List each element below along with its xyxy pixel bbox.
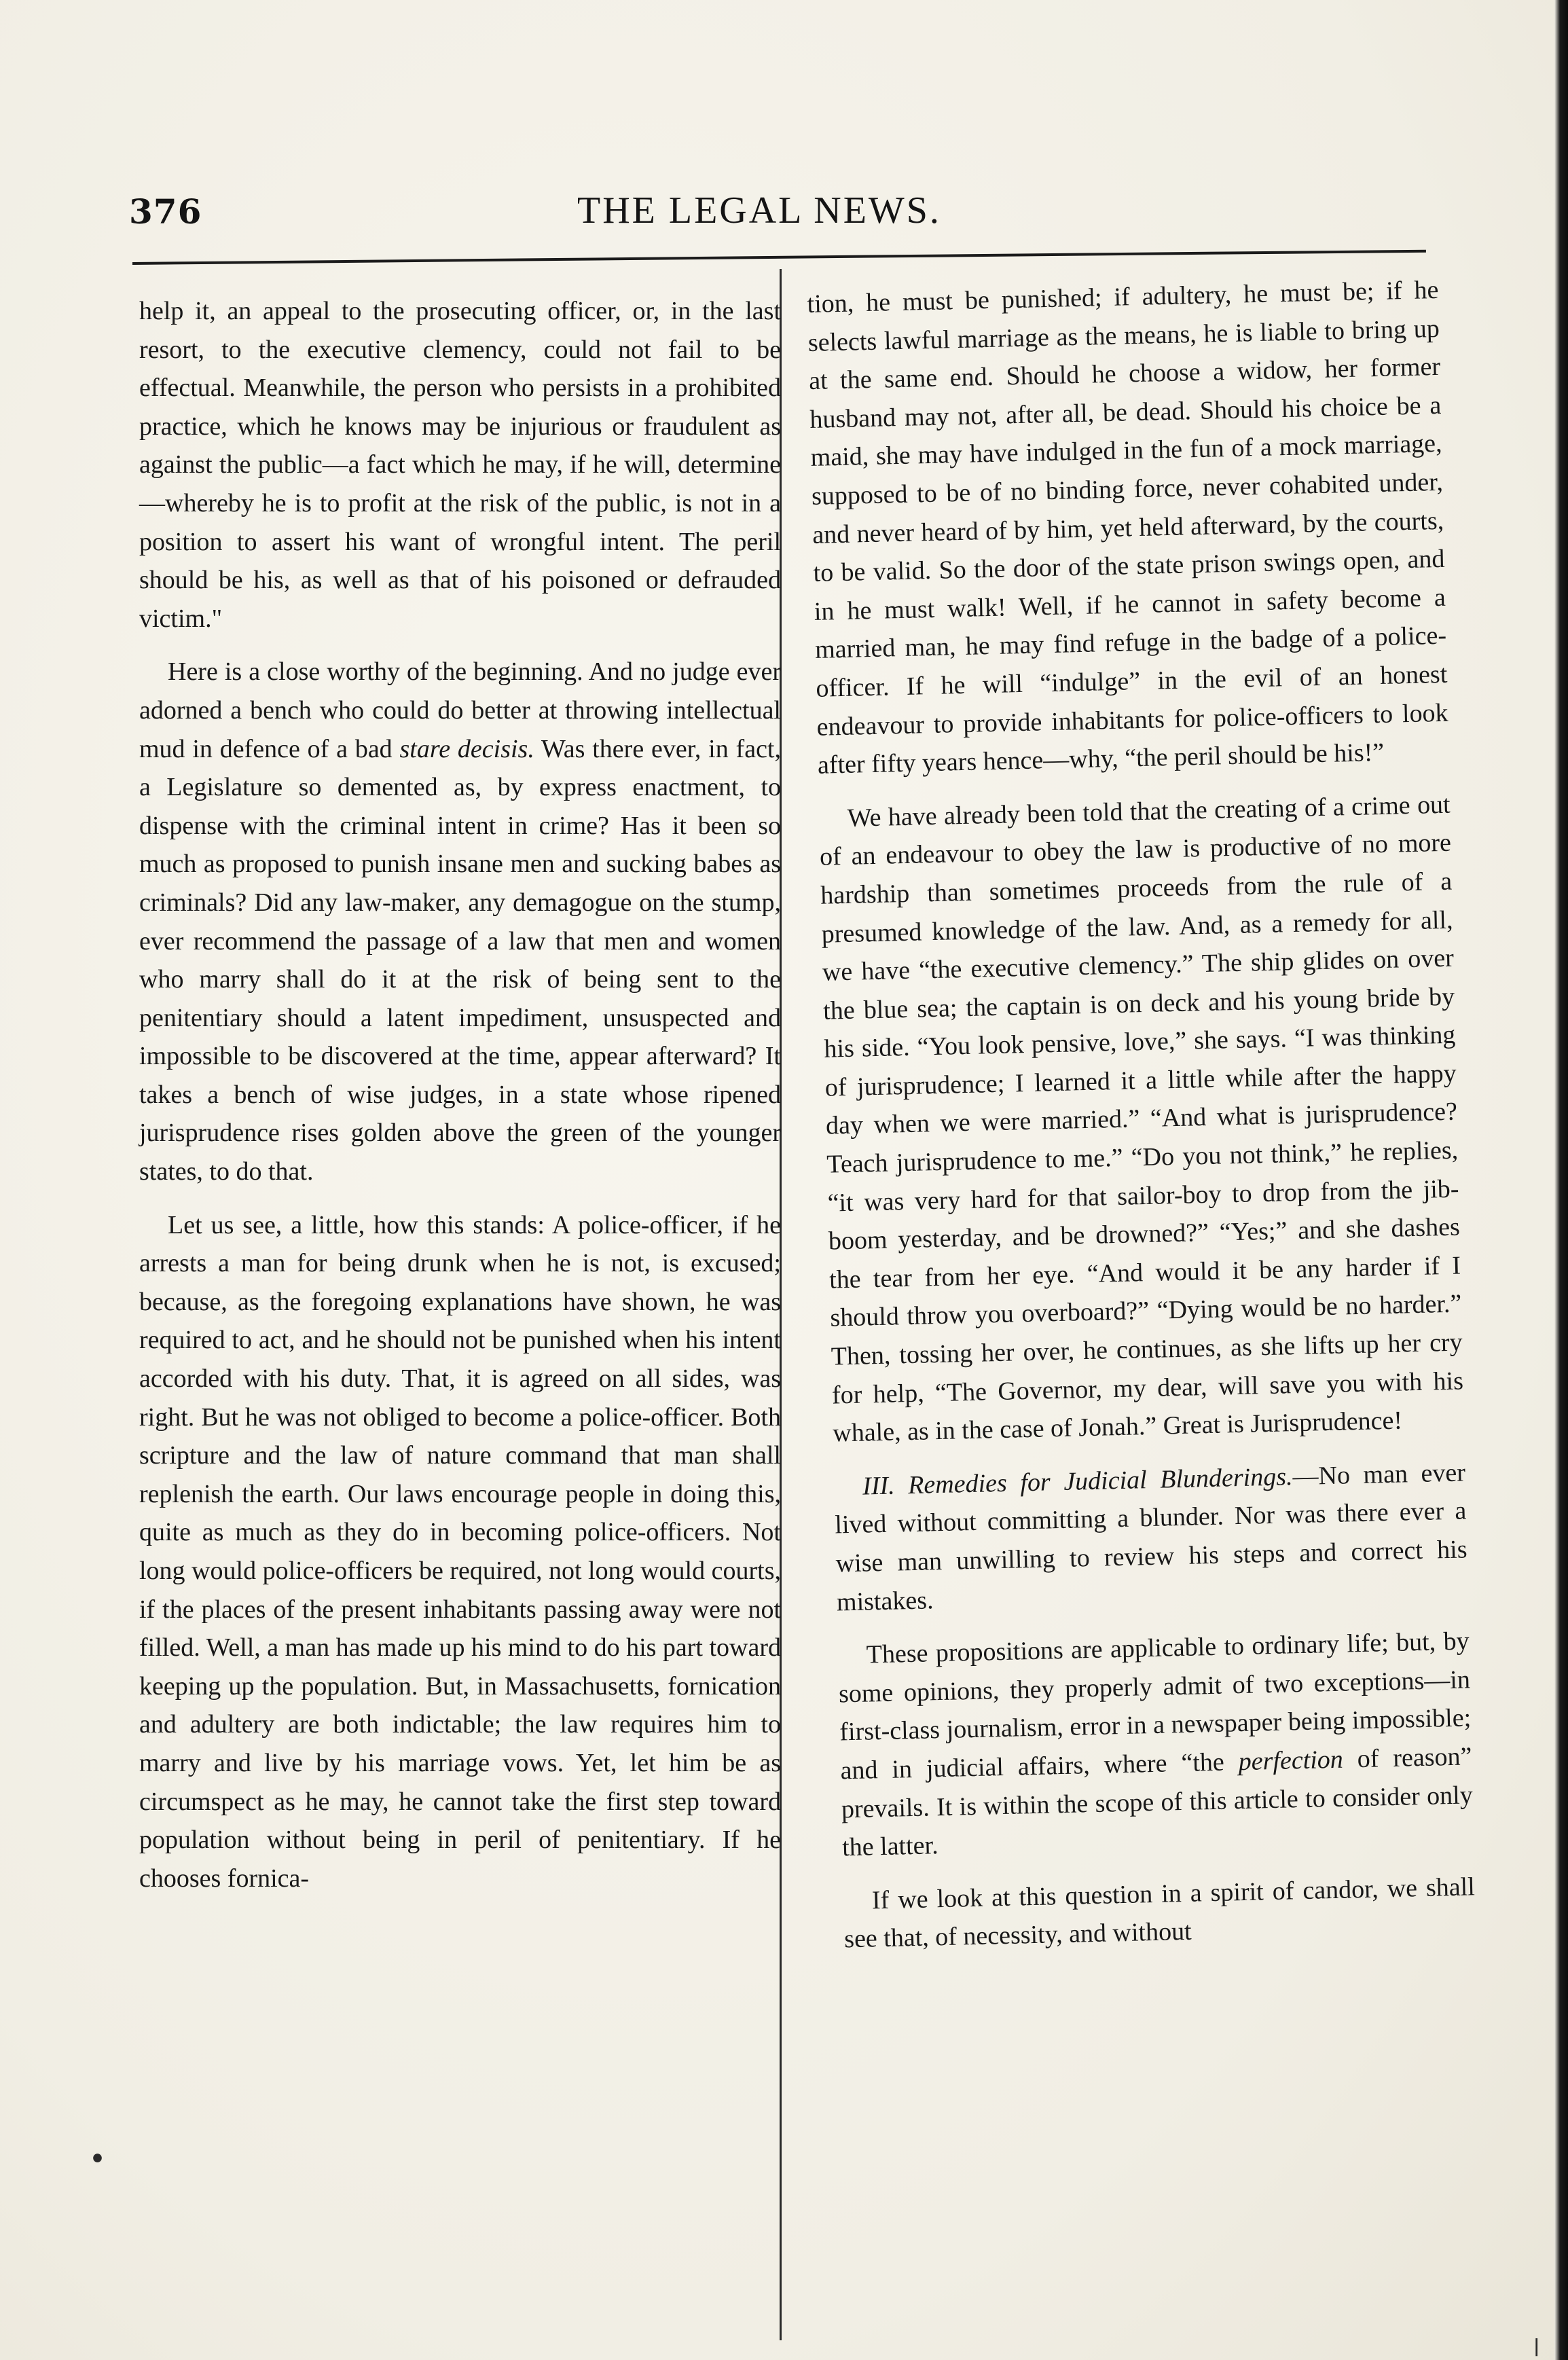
right-paragraph-4 xyxy=(837,1622,1474,1868)
right-paragraph-4-text-a: These propositions are applicable to ordinary life; but, by some opinions, they properly admit of two exceptions—in first-class journalism, error in a newspaper being impossible; and in judicial affairs, where “the xyxy=(838,1627,1472,1785)
left-paragraph-2-text-a: Here is a close worthy of the beginning. And no judge ever adorned a bench who could do better at throwing intellectual mud in defence of a bad xyxy=(139,657,781,763)
right-paragraph-1: tion, he must be punished; if adultery, he must be; if he selects lawful marriage as the means, he is liable to bring up at the same end. Should he choose a widow, her former husband may not, after all, be dead. Should his choice be a maid, she may have indulged in the fun of a mock marriage, supposed to be of no binding force, never cohabited under, and never heard of by him, yet held afterward, by the courts, to be valid. So the door of the state prison swings open, and in he must walk! Well, if he cannot in safety become a married man, he may find refuge in the badge of a police-officer. If he will “indulge” in the evil of an honest endeavour to provide inhabitants for police-officers to look after fifty years hence—why, “the peril should be his!” xyxy=(807,275,1448,780)
left-paragraph-2-italic: stare decisis. xyxy=(399,734,534,763)
journal-title: THE LEGAL NEWS. xyxy=(577,189,941,232)
section-heading: III. Remedies for Judicial Blunderings. xyxy=(862,1462,1293,1501)
left-paragraph-1: help it, an appeal to the prosecuting officer, or, in the last resort, to the executive clemency, could not fail to be effectual. Meanwhile, the person who persists in a prohibited practice, which he knows may be injurious or fraudulent as against the public—a fact which he may, if he will, determine—whereby he is to profit at the risk of the public, is not in a position to assert his want of wrongful intent. The peril should be his, as well as that of his poisoned or defrauded victim." xyxy=(139,297,781,633)
page-number: 376 xyxy=(129,192,202,232)
right-paragraph-4-text-b: of reason” prevails. It is within the scope of this article to consider only the latter. xyxy=(841,1742,1474,1862)
left-paragraph-3: Let us see, a little, how this stands: A police-officer, if he arrests a man for being drunk when he is not, is excused; because, as the foregoing explanations have shown, he was required to act, and he should not be punished when his intent accorded with his duty. That, it is agreed on all sides, was right. But he was not obliged to become a police-officer. Both scripture and the law of nature command that man shall replenish the earth. Our laws encourage people in doing this, quite as much as they do in becoming police-officers. Not long would police-officers be required, not long would courts, if the places of the present inhabitants passing away were not filled. Well, a man has made up his mind to do his part toward keeping up the population. But, in Massachusetts, fornication and adultery are both indictable; the law requires him to marry and live by his marriage vows. Yet, let him be as circumspect as he may, he cannot take the first step toward population without being in peril of penitentiary. If he chooses fornica- xyxy=(139,1210,782,1893)
scan-edge-shadow xyxy=(1554,0,1568,2360)
header-rule xyxy=(132,250,1426,265)
right-paragraph-2: We have already been told that the creating of a crime out of an endeavour to obey the law is productive of no more hardship than sometimes proceeds from the rule of a presumed knowledge of the law. And, as a remedy for all, we have “the executive clemency.” The ship glides on over the blue sea; the captain is on deck and his young bride by his side. “You look pensive, love,” she says. “I was thinking of jurisprudence; I learned it a little while after the happy day when we were married.” “And what is jurisprudence? Teach jurisprudence to me.” “Do you not think,” he replies, “it was very hard for that sailor-boy to drop from the jib-boom yesterday, and be drowned?” “Yes;” and she dashes the tear from her eye. “And would it be any harder if I should throw you overboard?” “Dying would be no harder.” Then, tossing her over, he continues, as she lifts up her cry for help, “The Governor, my dear, will save you with his whale, as in the case of Jonah.” Great is Jurisprudence! xyxy=(819,790,1464,1448)
corner-mark: | xyxy=(1533,2336,1540,2357)
right-paragraph-5: If we look at this question in a spirit of candor, we shall see that, of necessity, and without xyxy=(843,1872,1476,1954)
right-paragraph-4-italic: perfection xyxy=(1238,1745,1344,1777)
right-column xyxy=(807,271,1484,2308)
margin-mark: • xyxy=(90,2145,106,2173)
left-paragraph-2 xyxy=(139,653,781,1191)
right-paragraph-3 xyxy=(834,1453,1469,1621)
left-column xyxy=(139,292,781,2316)
page-header xyxy=(129,183,1453,251)
left-paragraph-2-text-b: Was there ever, in fact, a Legislature so demented as, by express enactment, to dispense with the criminal intent in crime? Has it been so much as proposed to punish insane men and sucking babes as criminals? Did any law-maker, any demagogue on the stump, ever recommend the passage of a law that men and women who marry shall do it at the risk of being sent to the penitentiary should a latent impediment, unsuspected and impossible to be discovered at the time, appear afterward? It takes a bench of wise judges, in a state whose ripened jurisprudence rises golden above the green of the younger states, to do that. xyxy=(139,734,781,1186)
section-paragraph-text: —No man ever lived without committing a blunder. Nor was there ever a wise man unwilling to review his steps and correct his mistakes. xyxy=(834,1458,1467,1617)
